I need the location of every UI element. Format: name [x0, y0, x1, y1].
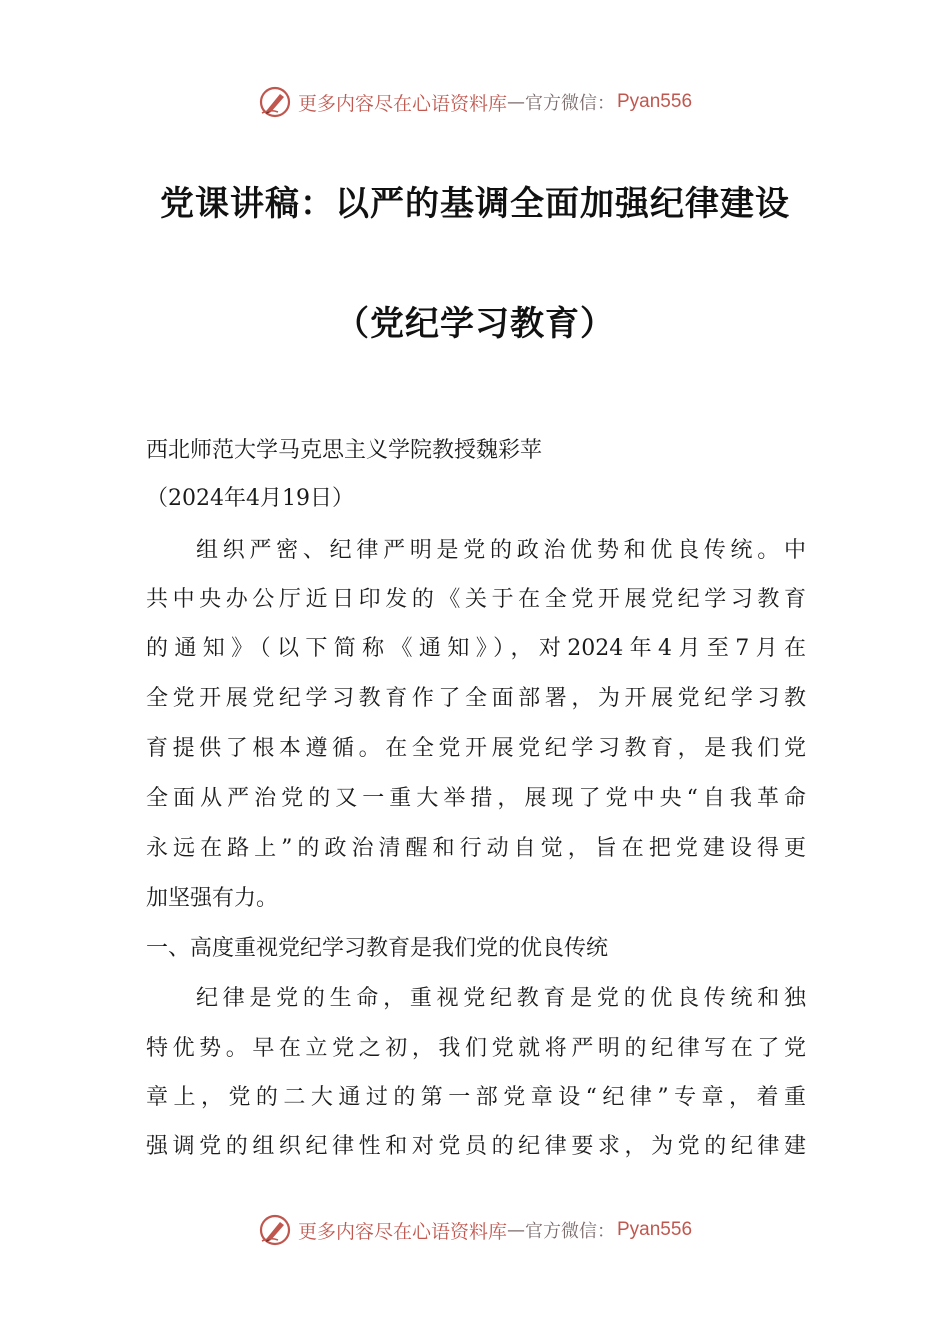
- brand-text: 更多内容尽在心语资料库: [297, 1220, 507, 1243]
- header-watermark-banner: [0, 82, 950, 122]
- wechat-id: Pyan556: [617, 1219, 693, 1240]
- wechat-label: 官方微信：: [525, 1221, 615, 1242]
- brand-text: 更多内容尽在心语资料库: [297, 92, 507, 115]
- paragraph-line: 特优势。早在立党之初，我们党就将严明的纪律写在了党: [146, 1036, 806, 1061]
- pen-logo-icon: [258, 85, 292, 119]
- author-line: 西北师范大学马克思主义学院教授魏彩苹: [146, 438, 543, 463]
- paragraph-line: 强调党的组织纪律性和对党员的纪律要求，为党的纪律建: [146, 1134, 806, 1159]
- paragraph-line: 育提供了根本遵循。在全党开展党纪学习教育，是我们党: [146, 736, 806, 761]
- dash: —: [507, 1219, 525, 1241]
- paragraph-line: 永远在路上”的政治清醒和行动自觉，旨在把党建设得更: [146, 836, 806, 861]
- wechat-id: Pyan556: [617, 91, 693, 112]
- paragraph-line: 组织严密、纪律严明是党的政治优势和优良传统。中: [196, 538, 806, 563]
- paragraph-line: 加坚强有力。: [146, 886, 279, 911]
- paragraph-line: 的通知》（以下简称《通知》），对2024年4月至7月在: [146, 636, 806, 661]
- paragraph-line: 章上，党的二大通过的第一部党章设“纪律”专章，着重: [146, 1085, 806, 1110]
- document-title: 党课讲稿：以严的基调全面加强纪律建设: [160, 184, 790, 224]
- paragraph-line: 共中央办公厅近日印发的《关于在全党开展党纪学习教育: [146, 587, 806, 612]
- pen-logo-icon: [258, 1213, 292, 1247]
- document-subtitle: （党纪学习教育）: [335, 304, 615, 344]
- paragraph-line: 全面从严治党的又一重大举措，展现了党中央“自我革命: [146, 786, 806, 811]
- dash: —: [507, 91, 525, 113]
- wechat-label: 官方微信：: [525, 93, 615, 114]
- section-heading: 一、高度重视党纪学习教育是我们党的优良传统: [146, 936, 609, 961]
- paragraph-line: 纪律是党的生命，重视党纪教育是党的优良传统和独: [196, 986, 806, 1011]
- date-line: （2024年4月19日）: [146, 486, 354, 511]
- paragraph-line: 全党开展党纪学习教育作了全面部署，为开展党纪学习教: [146, 686, 806, 711]
- footer-watermark-banner: [0, 1210, 950, 1250]
